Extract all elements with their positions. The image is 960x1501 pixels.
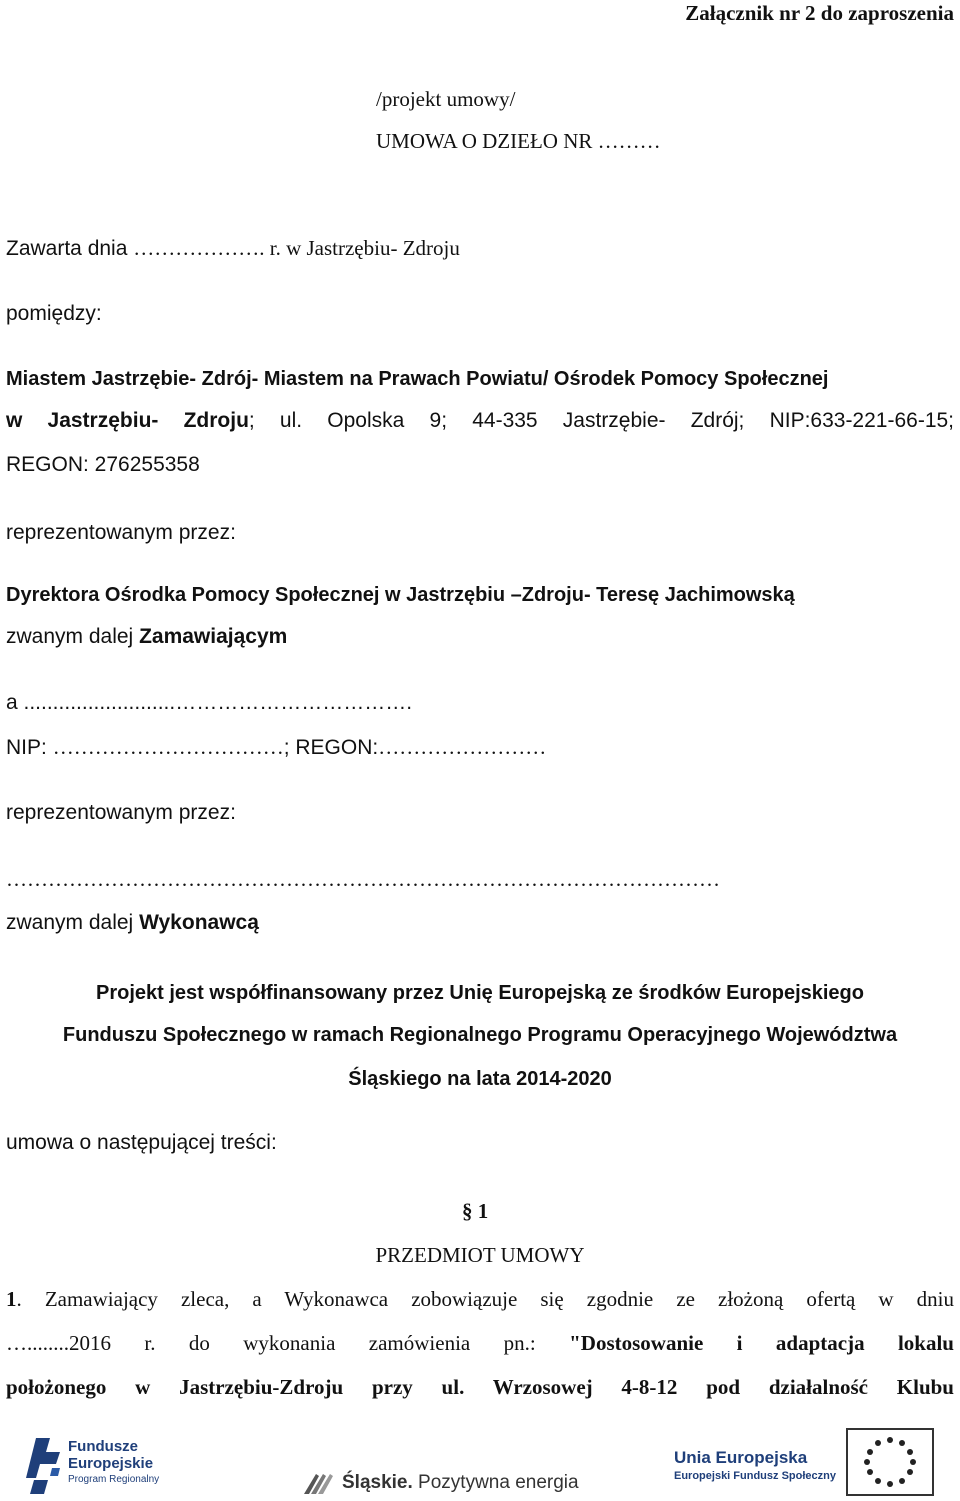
section1-p1-line2 — [6, 1330, 954, 1356]
between-label: pomiędzy: — [6, 302, 102, 325]
paragraph-text: . Zamawiający zleca, a Wykonawca zobowiązuje się zgodnie ze złożoną ofertą w dniu — [16, 1287, 954, 1311]
cofinancing-line1: Projekt jest współfinansowany przez Unię Europejską ze środków Europejskiego — [96, 982, 864, 1004]
section-title: PRZEDMIOT UMOWY — [375, 1243, 585, 1267]
eu-line2: Europejski Fundusz Społeczny — [674, 1470, 836, 1482]
party1-address: ; ul. Opolska 9; 44-335 Jastrzębie- Zdrój; NIP:633-221-66-15; — [248, 409, 955, 432]
fe-line3: Program Regionalny — [68, 1474, 160, 1485]
party1-line2 — [6, 408, 954, 434]
project-label: /projekt umowy/ — [376, 87, 516, 111]
party2-represented-label: reprezentowanym przez: — [6, 801, 236, 824]
fe-star-icon — [26, 1438, 62, 1494]
party1-called — [6, 624, 287, 650]
fundusze-europejskie-logo — [26, 1436, 176, 1498]
party1-location: w Jastrzębiu- Zdroju — [6, 409, 249, 432]
fe-line1: Fundusze — [68, 1438, 138, 1455]
fe-line2: Europejskie — [68, 1455, 154, 1472]
slaskie-text — [342, 1472, 579, 1494]
party1-line1: Miastem Jastrzębie- Zdrój- Miastem na Prawach Powiatu/ Ośrodek Pomocy Społecznej — [6, 368, 829, 390]
party2-called-prefix: zwanym dalej — [6, 911, 140, 934]
paragraph-number: 1 — [6, 1287, 17, 1311]
party2-nip-line — [6, 734, 546, 761]
regon-prefix: ; REGON: — [283, 736, 379, 759]
paragraph-line2-text: …........2016 r. do wykonania zamówienia pn.: — [6, 1331, 570, 1355]
slaskie-logo — [302, 1468, 582, 1498]
concluded-suffix: r. w Jastrzębiu- Zdroju — [264, 236, 460, 260]
slaskie-tagline: Pozytywna energia — [412, 1472, 579, 1493]
concluded-dots: ………………. — [133, 236, 265, 260]
section1-p1-line3: położonego w Jastrzębiu-Zdroju przy ul. Wrzosowej 4-8-12 pod działalność Klubu — [6, 1375, 954, 1399]
concluded-line — [6, 235, 460, 262]
contract-title: UMOWA O DZIEŁO NR ……… — [376, 129, 661, 153]
cofinancing-line2: Funduszu Społecznego w ramach Regionalnego Programu Operacyjnego Województwa — [62, 1024, 898, 1046]
footer-logos — [0, 1420, 960, 1501]
slaskie-name: Śląskie. — [342, 1472, 413, 1493]
party2-called — [6, 910, 259, 936]
eu-flag-icon — [846, 1428, 934, 1496]
eu-text-block — [674, 1448, 836, 1488]
party1-role: Zamawiającym — [139, 625, 288, 648]
nip-dots: …………………………… — [52, 735, 284, 759]
attachment-label: Załącznik nr 2 do zaproszenia — [685, 1, 954, 25]
concluded-prefix: Zawarta dnia — [6, 237, 134, 260]
section1-p1-line1 — [6, 1286, 954, 1312]
eu-line1: Unia Europejska — [674, 1448, 808, 1467]
party1-called-prefix: zwanym dalej — [6, 625, 140, 648]
regon-dots: …………………… — [378, 735, 547, 759]
contract-content-label: umowa o następującej treści: — [6, 1131, 277, 1154]
party2-role: Wykonawcą — [139, 911, 259, 934]
nip-prefix: NIP: — [6, 736, 53, 759]
cofinancing-line3: Śląskiego na lata 2014-2020 — [348, 1068, 612, 1090]
party1-regon: REGON: 276255358 — [6, 453, 200, 476]
party1-represented-label: reprezentowanym przez: — [6, 521, 236, 544]
slaskie-wing-icon — [302, 1470, 338, 1496]
party2-representative-dots: ………………………………………………………………………………………… — [6, 867, 720, 891]
order-name-start: "Dostosowanie i adaptacja lokalu — [569, 1331, 954, 1355]
party1-representative: Dyrektora Ośrodka Pomocy Społecznej w Jastrzębiu –Zdroju- Teresę Jachimowską — [6, 584, 795, 606]
party2-a-line: a ..........................……………………………. — [6, 691, 413, 714]
section-symbol: § 1 — [462, 1199, 489, 1223]
